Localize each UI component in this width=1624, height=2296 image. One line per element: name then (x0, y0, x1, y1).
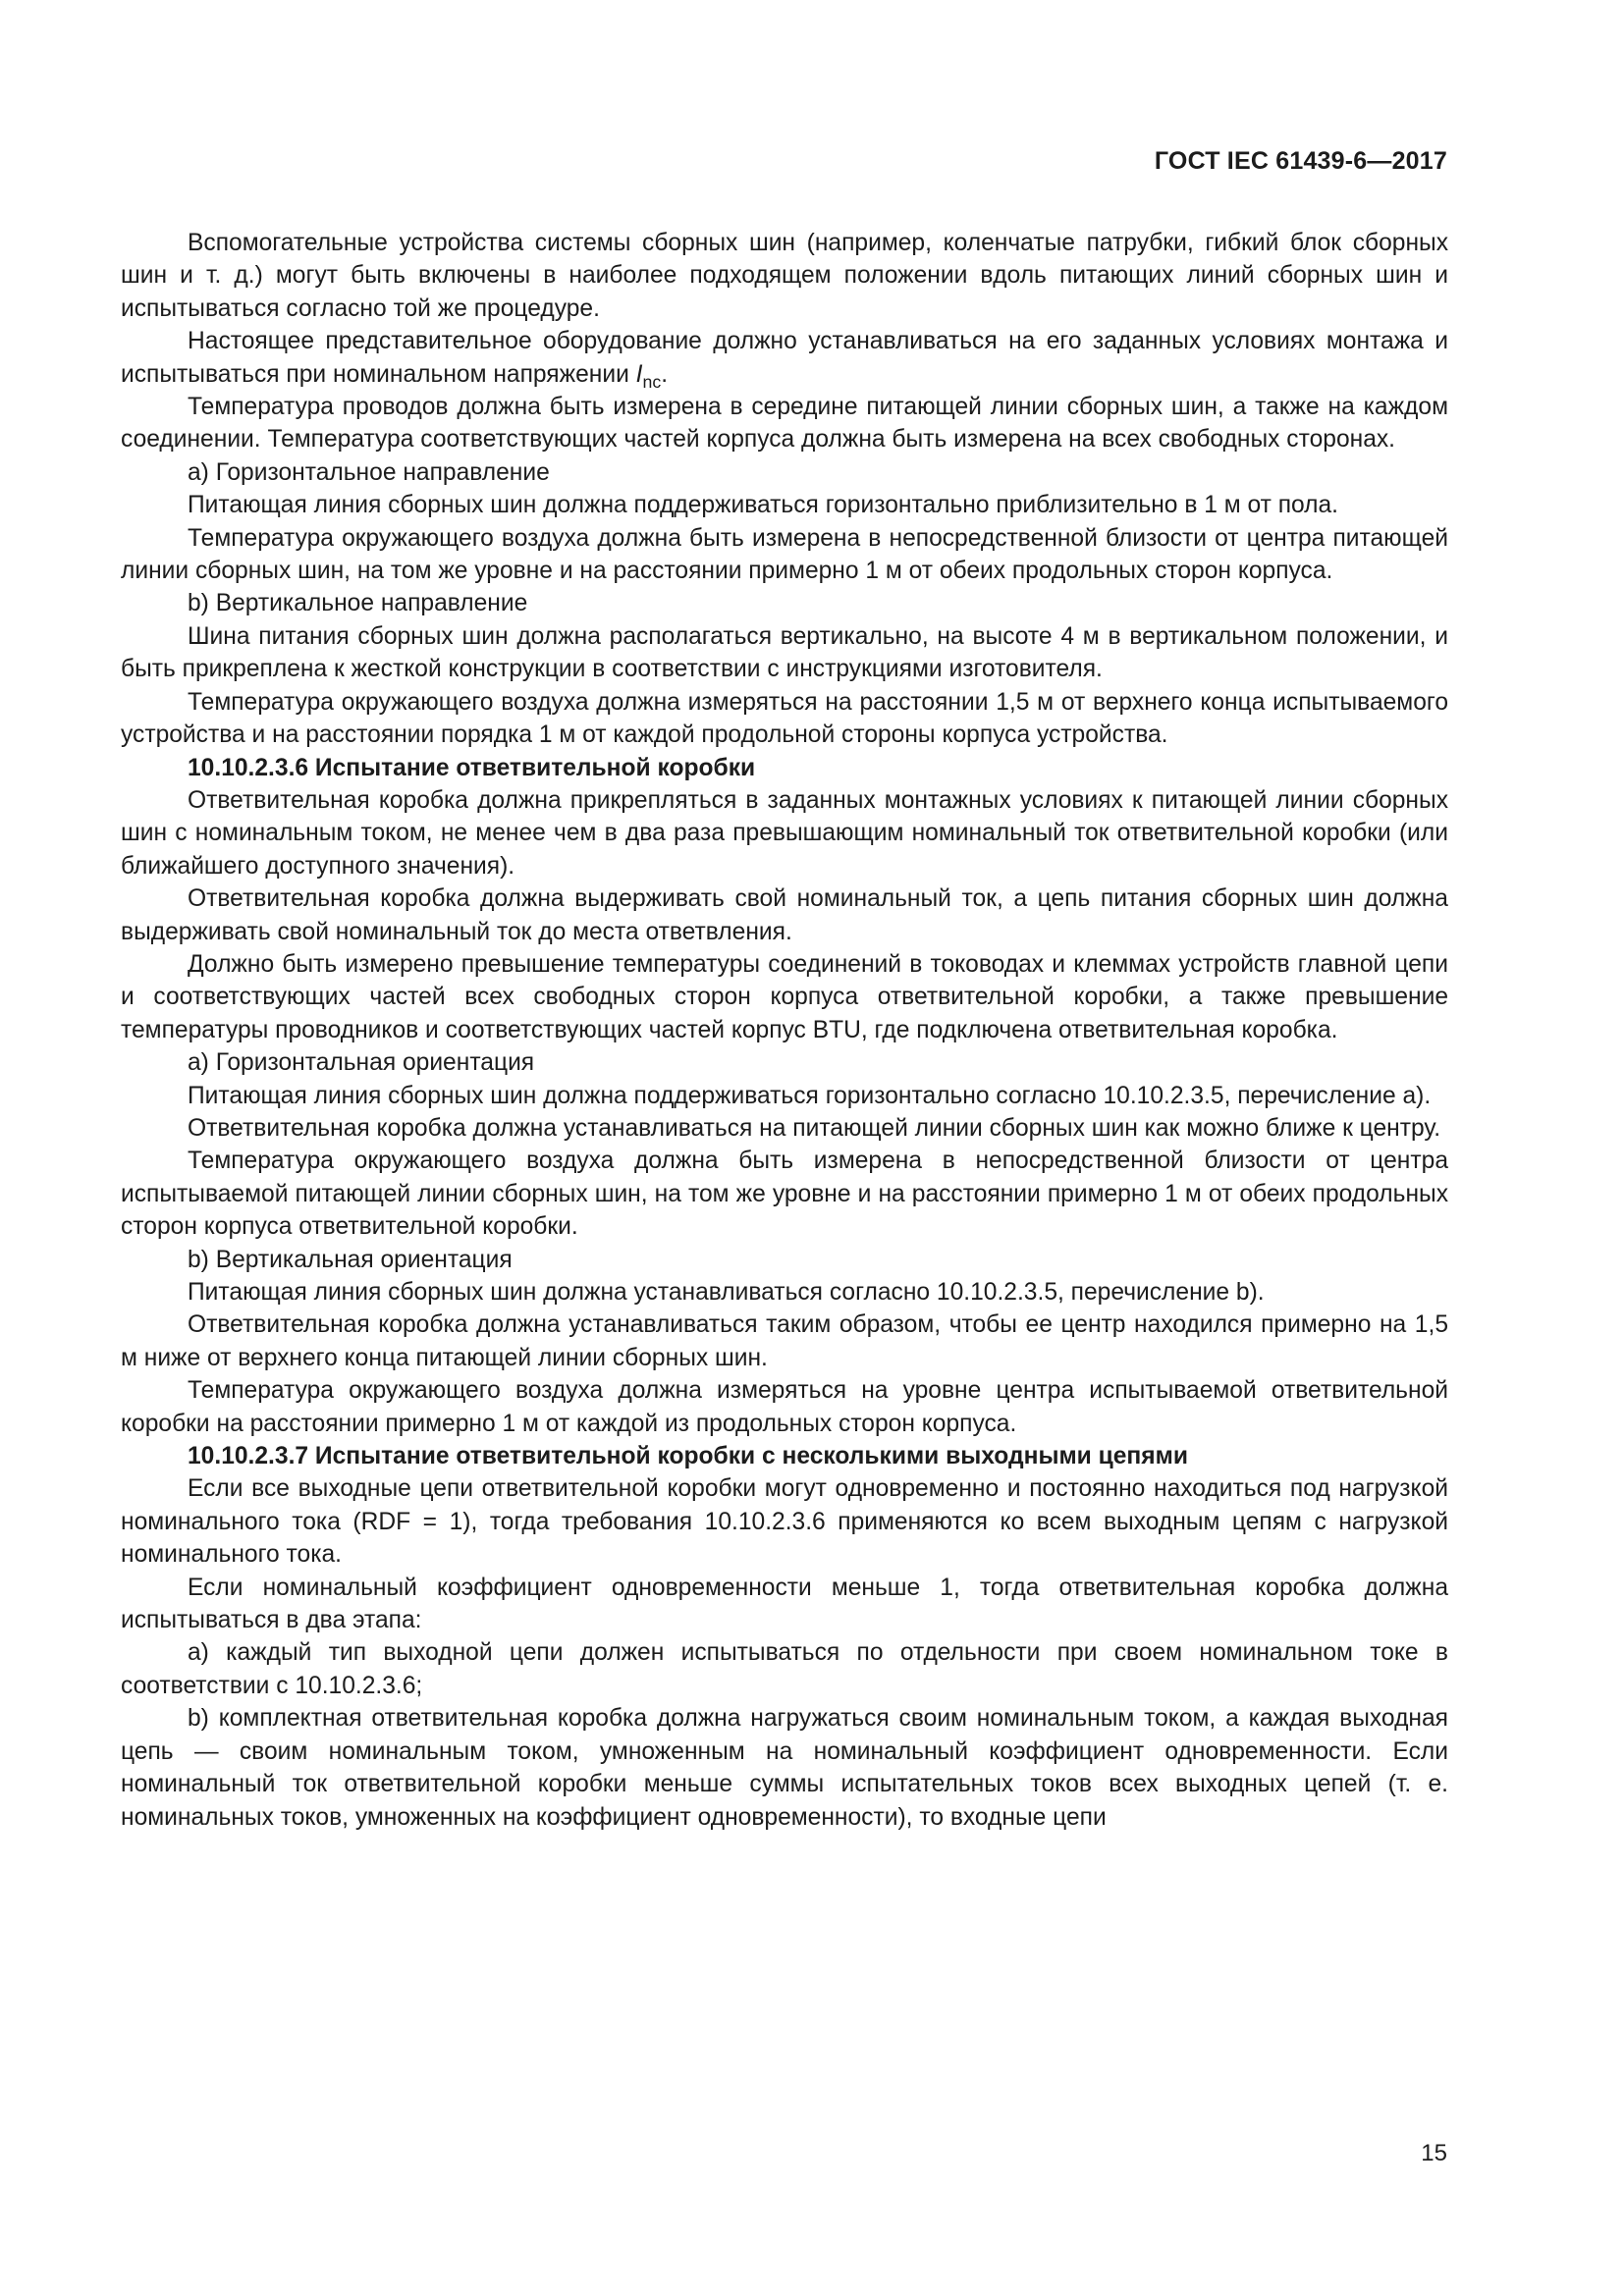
paragraph: Температура окружающего воздуха должна измеряться на уровне центра испытываемой ответвительной коробки на расстоянии примерно 1 м от каждой из продольных сторон корпуса. (121, 1377, 1448, 1437)
paragraph: Если все выходные цепи ответвительной коробки могут одновременно и постоянно находиться под нагрузкой номинального тока (RDF = 1), тогда требования 10.10.2.3.6 применяются ко всем выходным цепям с нагрузкой номинального тока. (121, 1475, 1448, 1569)
paragraph: Температура окружающего воздуха должна быть измерена в непосредственной близости от центра испытываемой питающей линии сборных шин, на том же уровне и на расстоянии примерно 1 м от обеих продольных сторон корпуса ответвительной коробки. (121, 1148, 1448, 1241)
list-item-vertical-orientation: b) Вертикальная ориентация (188, 1246, 513, 1273)
paragraph-tail: . (661, 360, 669, 388)
list-item-stage-b: b) комплектная ответвительная коробка должна нагружаться своим номинальным током, а каждая выходная цепь — своим номинальным током, умноженным на номинальный коэффициент одновременности. Если номинальный ток ответвительной коробки меньше суммы испытательных токов всех выходных цепей (т. е. номинальных токов, умноженных на коэффициент одновременности), то входные цепи (121, 1705, 1448, 1831)
paragraph: Ответвительная коробка должна устанавливаться на питающей линии сборных шин как можно ближе к центру. (188, 1114, 1441, 1142)
current-subscript: nc (642, 371, 662, 392)
list-item-vertical: b) Вертикальное направление (188, 590, 528, 617)
paragraph: Должно быть измерено превышение температуры соединений в тоководах и клеммах устройств главной цепи и соответствующих частей всех свободных сторон корпуса ответвительной коробки, а также превышение температуры проводников и соответствующих частей корпус BTU, где подключена ответвительная коробка. (121, 950, 1448, 1043)
list-item-stage-a: а) каждый тип выходной цепи должен испытываться по отдельности при своем номинальном токе в соответствии с 10.10.2.3.6; (121, 1639, 1448, 1699)
section-heading: 10.10.2.3.6 Испытание ответвительной коробки (188, 754, 756, 781)
standard-header: ГОСТ IEC 61439-6—2017 (1154, 147, 1447, 175)
document-body (121, 227, 1448, 1834)
list-item-horizontal-orientation: а) Горизонтальная ориентация (188, 1049, 535, 1077)
page-number: 15 (1421, 2140, 1447, 2166)
paragraph: Питающая линия сборных шин должна поддерживаться горизонтально приблизительно в 1 м от пола. (188, 492, 1339, 519)
paragraph-text: Настоящее представительное оборудование должно устанавливаться на его заданных условиях монтажа и испытываться при номинальном напряжении (121, 328, 1448, 388)
paragraph: Если номинальный коэффициент одновременности меньше 1, тогда ответвительная коробка должна испытываться в два этапа: (121, 1574, 1448, 1634)
paragraph: Шина питания сборных шин должна располагаться вертикально, на высоте 4 м в вертикальном положении, и быть прикреплена к жесткой конструкции в соответствии с инструкциями изготовителя. (121, 622, 1448, 683)
current-symbol: I (635, 360, 643, 388)
list-item-horizontal: а) Горизонтальное направление (188, 458, 550, 486)
paragraph: Питающая линия сборных шин должна устанавливаться согласно 10.10.2.3.5, перечисление b). (188, 1279, 1265, 1306)
section-heading: 10.10.2.3.7 Испытание ответвительной коробки с несколькими выходными цепями (188, 1443, 1188, 1470)
paragraph: Питающая линия сборных шин должна поддерживаться горизонтально согласно 10.10.2.3.5, перечисление а). (188, 1082, 1432, 1109)
paragraph: Вспомогательные устройства системы сборных шин (например, коленчатые патрубки, гибкий блок сборных шин и т. д.) могут быть включены в наиболее подходящем положении вдоль питающих линий сборных шин и испытываться согласно той же процедуре. (121, 230, 1448, 322)
paragraph: Ответвительная коробка должна прикрепляться в заданных монтажных условиях к питающей линии сборных шин с номинальным током, не менее чем в два раза превышающим номинальный ток ответвительной коробки (или ближайшего доступного значения). (121, 786, 1448, 880)
paragraph-nominal-voltage (121, 325, 1448, 391)
paragraph: Ответвительная коробка должна устанавливаться таким образом, чтобы ее центр находился примерно на 1,5 м ниже от верхнего конца питающей линии сборных шин. (121, 1311, 1448, 1371)
paragraph: Температура окружающего воздуха должна быть измерена в непосредственной близости от центра питающей линии сборных шин, на том же уровне и на расстоянии примерно 1 м от обеих продольных сторон корпуса. (121, 524, 1448, 585)
paragraph: Ответвительная коробка должна выдерживать свой номинальный ток, а цепь питания сборных шин должна выдерживать свой номинальный ток до места ответвления. (121, 885, 1448, 945)
paragraph: Температура окружающего воздуха должна измеряться на расстоянии 1,5 м от верхнего конца испытываемого устройства и на расстоянии порядка 1 м от каждой продольной стороны корпуса устройства. (121, 688, 1448, 749)
paragraph: Температура проводов должна быть измерена в середине питающей линии сборных шин, а также на каждом соединении. Температура соответствующих частей корпуса должна быть измерена на всех свободных сторонах. (121, 394, 1448, 454)
